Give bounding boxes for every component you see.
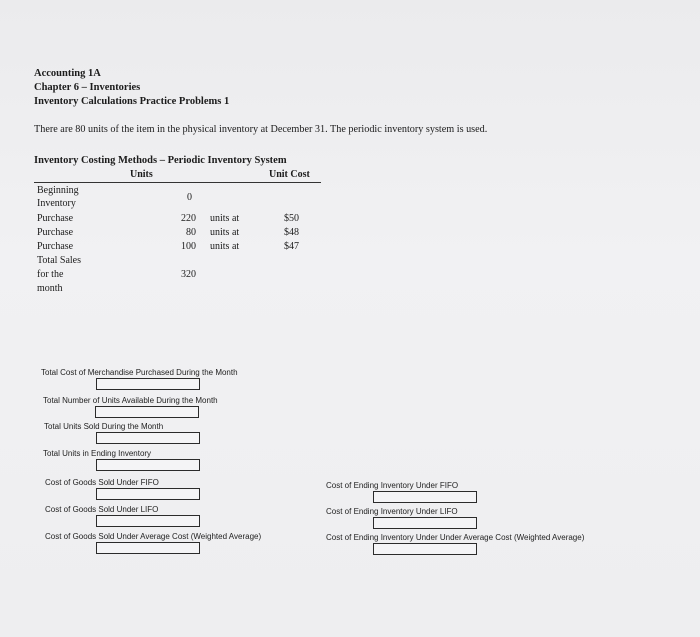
cogs-lifo-input[interactable] — [96, 515, 200, 527]
ei-lifo-input[interactable] — [373, 517, 477, 529]
col-unit-cost-header: Unit Cost — [269, 169, 310, 180]
purchase-units-at: units at — [210, 227, 240, 238]
purchase-units-at: units at — [210, 213, 240, 224]
units-sold-input[interactable] — [96, 432, 200, 444]
total-sales-label-2: for the — [37, 269, 64, 280]
q-cogs-lifo-label: Cost of Goods Sold Under LIFO — [45, 505, 159, 514]
total-sales-units: 320 — [181, 269, 196, 280]
purchase-unit-cost: $47 — [284, 241, 299, 252]
cogs-avg-input[interactable] — [96, 542, 200, 554]
total-sales-label-3: month — [37, 283, 63, 294]
purchase-units: 80 — [186, 227, 196, 238]
cogs-fifo-input[interactable] — [96, 488, 200, 500]
page-title: Inventory Calculations Practice Problems 1 — [34, 96, 230, 107]
purchase-unit-cost: $48 — [284, 227, 299, 238]
section-title: Inventory Costing Methods – Periodic Inventory System — [34, 155, 287, 166]
purchase-label: Purchase — [37, 213, 74, 224]
units-ending-input[interactable] — [96, 459, 200, 471]
q-ei-avg-label: Cost of Ending Inventory Under Under Average Cost (Weighted Average) — [326, 533, 585, 542]
q-cogs-avg-label: Cost of Goods Sold Under Average Cost (Weighted Average) — [45, 532, 262, 541]
course-title: Accounting 1A — [34, 68, 101, 79]
q-cogs-fifo-label: Cost of Goods Sold Under FIFO — [45, 478, 159, 487]
intro-text: There are 80 units of the item in the physical inventory at December 31. The periodic inventory system is used. — [34, 124, 488, 135]
purchase-units-at: units at — [210, 241, 240, 252]
q-units-ending-label: Total Units in Ending Inventory — [43, 449, 152, 458]
q-ei-lifo-label: Cost of Ending Inventory Under LIFO — [326, 507, 458, 516]
chapter-title: Chapter 6 – Inventories — [34, 82, 141, 93]
purchase-label: Purchase — [37, 241, 74, 252]
beginning-label-2: Inventory — [37, 198, 76, 209]
total-sales-label: Total Sales — [37, 255, 82, 266]
ei-avg-input[interactable] — [373, 543, 477, 555]
table-header-rule — [34, 182, 321, 183]
col-units-header: Units — [130, 169, 153, 180]
ei-fifo-input[interactable] — [373, 491, 477, 503]
total-cost-input[interactable] — [96, 378, 200, 390]
purchase-units: 220 — [181, 213, 196, 224]
q-ei-fifo-label: Cost of Ending Inventory Under FIFO — [326, 481, 459, 490]
units-available-input[interactable] — [95, 406, 199, 418]
purchase-units: 100 — [181, 241, 196, 252]
beginning-units: 0 — [187, 192, 192, 203]
q-units-sold-label: Total Units Sold During the Month — [44, 422, 164, 431]
beginning-label: Beginning — [37, 185, 79, 196]
purchase-label: Purchase — [37, 227, 74, 238]
purchase-unit-cost: $50 — [284, 213, 299, 224]
q-total-cost-label: Total Cost of Merchandise Purchased During the Month — [41, 368, 238, 377]
q-units-available-label: Total Number of Units Available During the Month — [43, 396, 218, 405]
